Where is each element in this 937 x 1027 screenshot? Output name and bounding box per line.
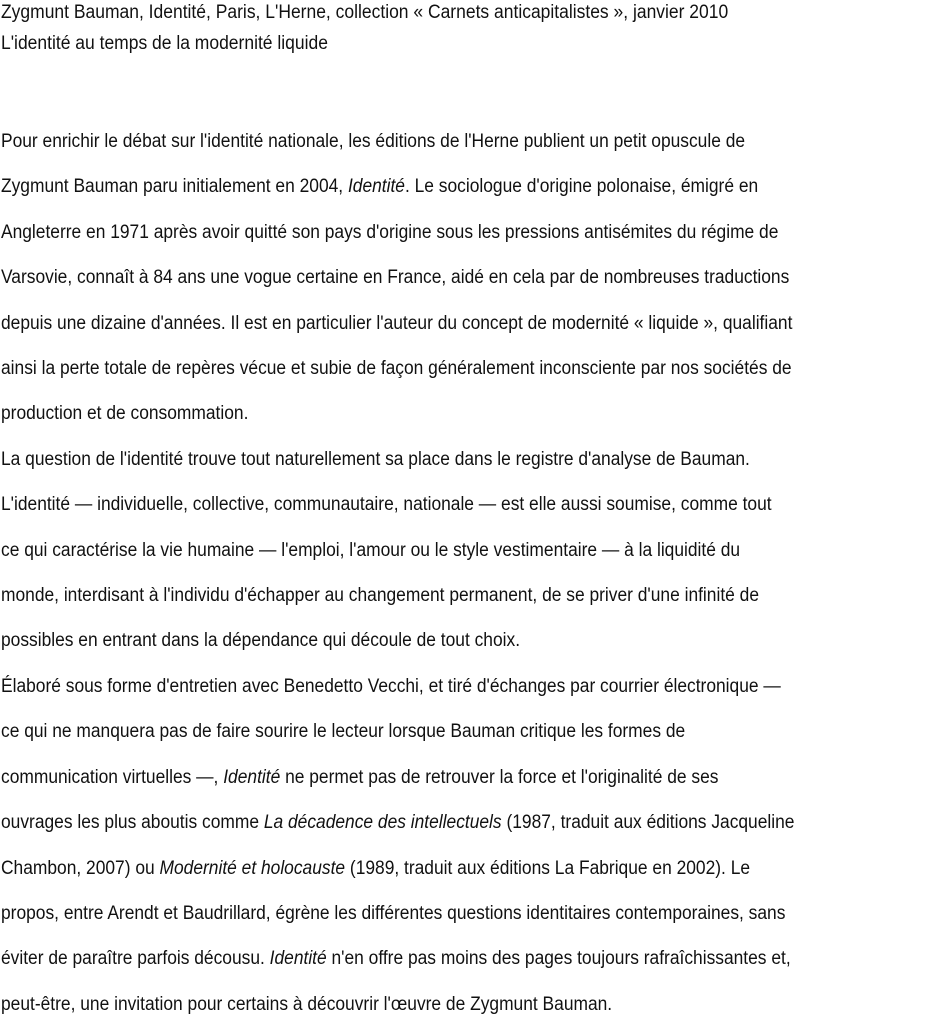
paragraph-line [1, 664, 927, 709]
text-run: (1989, traduit aux éditions La Fabrique en 2002). Le [345, 857, 751, 879]
paragraph-line [1, 482, 927, 527]
text-run: peut-être, une invitation pour certains à découvrir l'œuvre de Zygmunt Bauman. [1, 993, 613, 1015]
text-run: Varsovie, connaît à 84 ans une vogue certaine en France, aidé en cela par de nombreuses traductions [1, 267, 790, 289]
book-title-italic: Identité [347, 176, 405, 198]
text-run: Angleterre en 1971 après avoir quitté son pays d'origine sous les pressions antisémites du régime de [1, 221, 779, 243]
book-title-italic: Modernité et holocauste [159, 857, 346, 879]
paragraph-line [1, 755, 927, 800]
text-run: possibles en entrant dans la dépendance qui découle de tout choix. [1, 630, 521, 652]
text-run: ouvrages les plus aboutis comme [1, 812, 264, 834]
document-header [1, 0, 930, 59]
paragraph-line [1, 164, 927, 209]
paragraph-line [1, 437, 927, 482]
text-run: propos, entre Arendt et Baudrillard, égrène les différentes questions identitaires contemporaines, sans [1, 902, 786, 924]
paragraph-line [1, 982, 927, 1027]
text-run: Élaboré sous forme d'entretien avec Benedetto Vecchi, et tiré d'échanges par courrier électronique — [1, 675, 781, 697]
paragraph-line [1, 346, 927, 391]
text-run: ne permet pas de retrouver la force et l'originalité de ses [280, 766, 719, 788]
book-title-italic: Identité [223, 766, 281, 788]
paragraph-line [1, 301, 927, 346]
text-run: n'en offre pas moins des pages toujours rafraîchissantes et, [326, 948, 791, 970]
text-run: La question de l'identité trouve tout naturellement sa place dans le registre d'analyse de Bauman. [1, 448, 750, 470]
paragraph-line [1, 391, 927, 436]
article-body [1, 119, 927, 1027]
text-run: (1987, traduit aux éditions Jacqueline [501, 812, 795, 834]
text-run: ce qui caractérise la vie humaine — l'emploi, l'amour ou le style vestimentaire — à la liquidité du [1, 539, 741, 561]
paragraph-line [1, 255, 927, 300]
text-run: ce qui ne manquera pas de faire sourire le lecteur lorsque Bauman critique les formes de [1, 721, 686, 743]
book-title-italic: La décadence des intellectuels [263, 812, 502, 834]
paragraph-line [1, 846, 927, 891]
paragraph-line [1, 709, 927, 754]
paragraph-line [1, 573, 927, 618]
text-run: L'identité — individuelle, collective, communautaire, nationale — est elle aussi soumise, comme tout [1, 494, 772, 516]
text-run: depuis une dizaine d'années. Il est en particulier l'auteur du concept de modernité « liquide », qualifiant [1, 312, 793, 334]
paragraph-line [1, 891, 927, 936]
paragraph-1 [1, 119, 927, 437]
text-run: monde, interdisant à l'individu d'échapper au changement permanent, de se priver d'une infinité de [1, 585, 760, 607]
text-run: communication virtuelles —, [1, 766, 224, 788]
paragraph-2 [1, 437, 927, 664]
text-run: éviter de paraître parfois décousu. [1, 948, 270, 970]
citation-line: Zygmunt Bauman, Identité, Paris, L'Herne, collection « Carnets anticapitalistes », janvier 2010 [1, 2, 729, 23]
paragraph-3 [1, 664, 927, 1027]
text-run: Chambon, 2007) ou [1, 857, 160, 879]
paragraph-line [1, 618, 927, 663]
text-run: Pour enrichir le débat sur l'identité nationale, les éditions de l'Herne publient un petit opuscule de [1, 131, 746, 152]
text-run: . Le sociologue d'origine polonaise, émigré en [404, 176, 759, 198]
book-title-italic: Identité [269, 948, 327, 970]
paragraph-line [1, 210, 927, 255]
paragraph-line [1, 936, 927, 981]
article-title: L'identité au temps de la modernité liquide [1, 33, 328, 54]
paragraph-line [1, 800, 927, 845]
paragraph-line [1, 119, 927, 164]
text-run: production et de consommation. [1, 403, 249, 425]
text-run: Zygmunt Bauman paru initialement en 2004, [1, 176, 348, 198]
paragraph-line [1, 528, 927, 573]
text-run: ainsi la perte totale de repères vécue et subie de façon généralement inconsciente par nos sociétés de [1, 358, 792, 380]
